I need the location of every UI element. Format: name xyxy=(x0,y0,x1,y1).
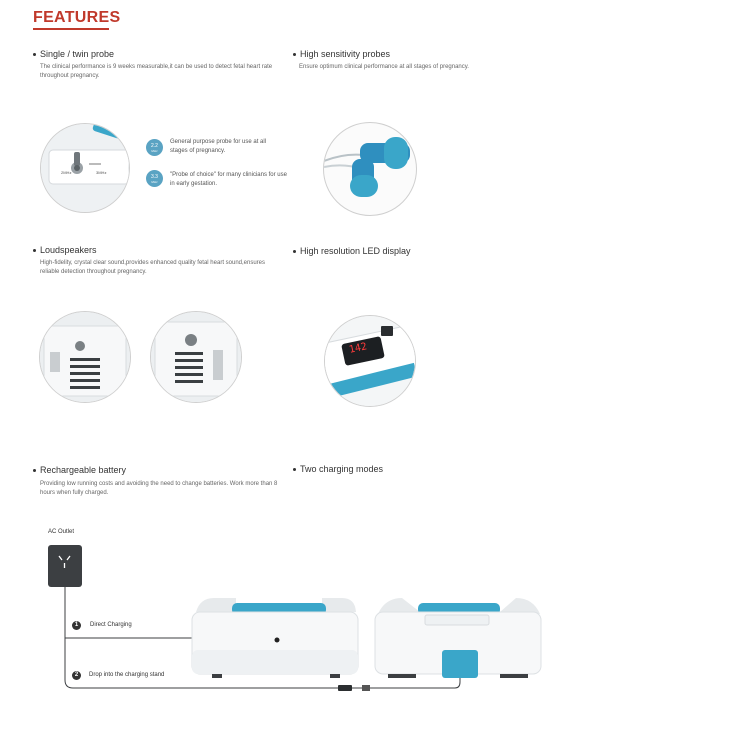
device-charging-stand xyxy=(375,598,541,678)
direct-charging-label: Direct Charging xyxy=(90,622,132,628)
feature-text-high-sensitivity: Ensure optimum clinical performance at all stages of pregnancy. xyxy=(299,64,469,70)
feature-heading-text: Rechargeable battery xyxy=(40,465,127,475)
feature-heading-text: Loudspeakers xyxy=(40,245,97,255)
feature-text-single-twin: The clinical performance is 9 weeks measurable,it can be used to detect fetal heart rate throughout pregnancy. xyxy=(40,64,273,79)
device-direct-charging xyxy=(192,598,358,678)
badge-value: 3.3 xyxy=(151,173,158,180)
badge-value: 2.2 xyxy=(151,142,158,149)
badge-unit: MHz xyxy=(151,148,158,153)
badge-unit: MHz xyxy=(151,179,158,184)
badge-description-1: General purpose probe for use at all stages of pregnancy. xyxy=(170,139,267,154)
feature-heading-text: Single / twin probe xyxy=(40,49,115,59)
step-number-2: 2 xyxy=(72,671,81,680)
charging-stand-label: Drop into the charging stand xyxy=(89,672,165,678)
feature-text-loudspeakers: High-fidelity, crystal clear sound,provides enhanced quality fetal heart sound,ensures reliable detection throughout pregnancy. xyxy=(40,260,266,275)
feature-heading-text: Two charging modes xyxy=(300,464,384,474)
badge-description-2: "Probe of choice" for many clinicians for use in early gestation. xyxy=(170,172,287,187)
led-readout: 142 xyxy=(348,341,369,356)
probe-label-1: 2MHz xyxy=(61,170,72,175)
feature-heading-text: High sensitivity probes xyxy=(300,49,391,59)
feature-heading-text: High resolution LED display xyxy=(300,246,411,256)
probe-label-2: 3MHz xyxy=(96,170,107,175)
ac-outlet-label: AC Outlet xyxy=(48,529,75,535)
feature-text-battery: Providing low running costs and avoiding the need to change batteries. Work more than 8 hours when fully charged. xyxy=(40,481,278,496)
step-number-1: 1 xyxy=(72,621,81,630)
page-title: FEATURES xyxy=(33,9,121,26)
